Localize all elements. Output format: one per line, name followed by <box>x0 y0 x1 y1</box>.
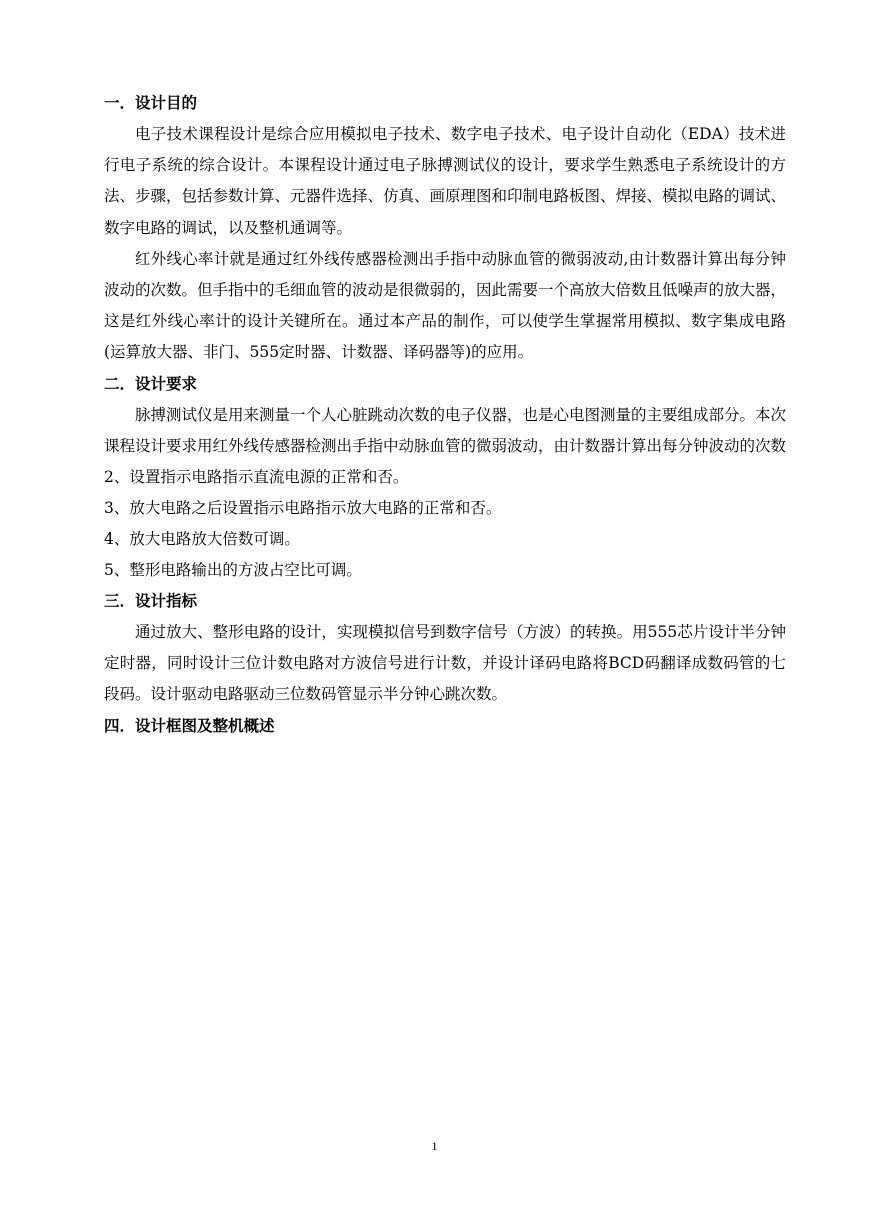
paragraph-course-design-intro: 电子技术课程设计是综合应用模拟电子技术、数字电子技术、电子设计自动化（EDA）技术进行电子系统的综合设计。本课程设计通过电子脉搏测试仪的设计，要求学生熟悉电子系统设计的方法、步骤，包括参数计算、元器件选择、仿真、画原理图和印制电路板图、焊接、模拟电路的调试、数字电路的调试，以及整机通调等。 <box>104 125 787 237</box>
requirement-item-3: 3、放大电路之后设置指示电路指示放大电路的正常和否。 <box>104 499 502 518</box>
page-number: 1 <box>431 1139 438 1153</box>
requirement-item-5: 5、整形电路输出的方波占空比可调。 <box>104 561 362 580</box>
section-block-diagram <box>104 711 786 742</box>
requirement-item-4: 4、放大电路放大倍数可调。 <box>104 530 300 549</box>
section-heading-design-indicators: 三．设计指标 <box>104 592 198 611</box>
section-heading-design-requirements: 二．设计要求 <box>104 374 198 393</box>
section-design-indicators <box>104 586 786 711</box>
section-heading-design-purpose: 一．设计目的 <box>104 94 198 112</box>
paragraph-pulse-tester-intro: 脉搏测试仪是用来测量一个人心脏跳动次数的电子仪器，也是心电图测量的主要组成部分。本次课程设计要求用红外线传感器检测出手指中动脉血管的微弱波动，由计数器计算出每分钟波动的次数 <box>104 405 787 455</box>
section-heading-block-diagram: 四．设计框图及整机概述 <box>104 716 275 735</box>
document-page <box>104 88 786 742</box>
section-design-purpose <box>104 88 786 369</box>
paragraph-design-indicators: 通过放大、整形电路的设计，实现模拟信号到数字信号（方波）的转换。用555芯片设计半分钟定时器，同时设计三位计数电路对方波信号进行计数，并设计译码电路将BCD码翻译成数码管的七段码。设计驱动电路驱动三位数码管显示半分钟心跳次数。 <box>104 623 786 704</box>
section-design-requirements <box>104 369 786 586</box>
requirement-item-2: 2、设置指示电路指示直流电源的正常和否。 <box>104 468 409 487</box>
paragraph-infrared-heart-rate-meter: 红外线心率计就是通过红外线传感器检测出手指中动脉血管的微弱波动,由计数器计算出每分钟波动的次数。但手指中的毛细血管的波动是很微弱的，因此需要一个高放大倍数且低噪声的放大器，这是红外线心率计的设计关键所在。通过本产品的制作，可以使学生掌握常用模拟、数字集成电路(运算放大器、非门、555定时器、计数器、译码器等)的应用。 <box>104 249 787 362</box>
